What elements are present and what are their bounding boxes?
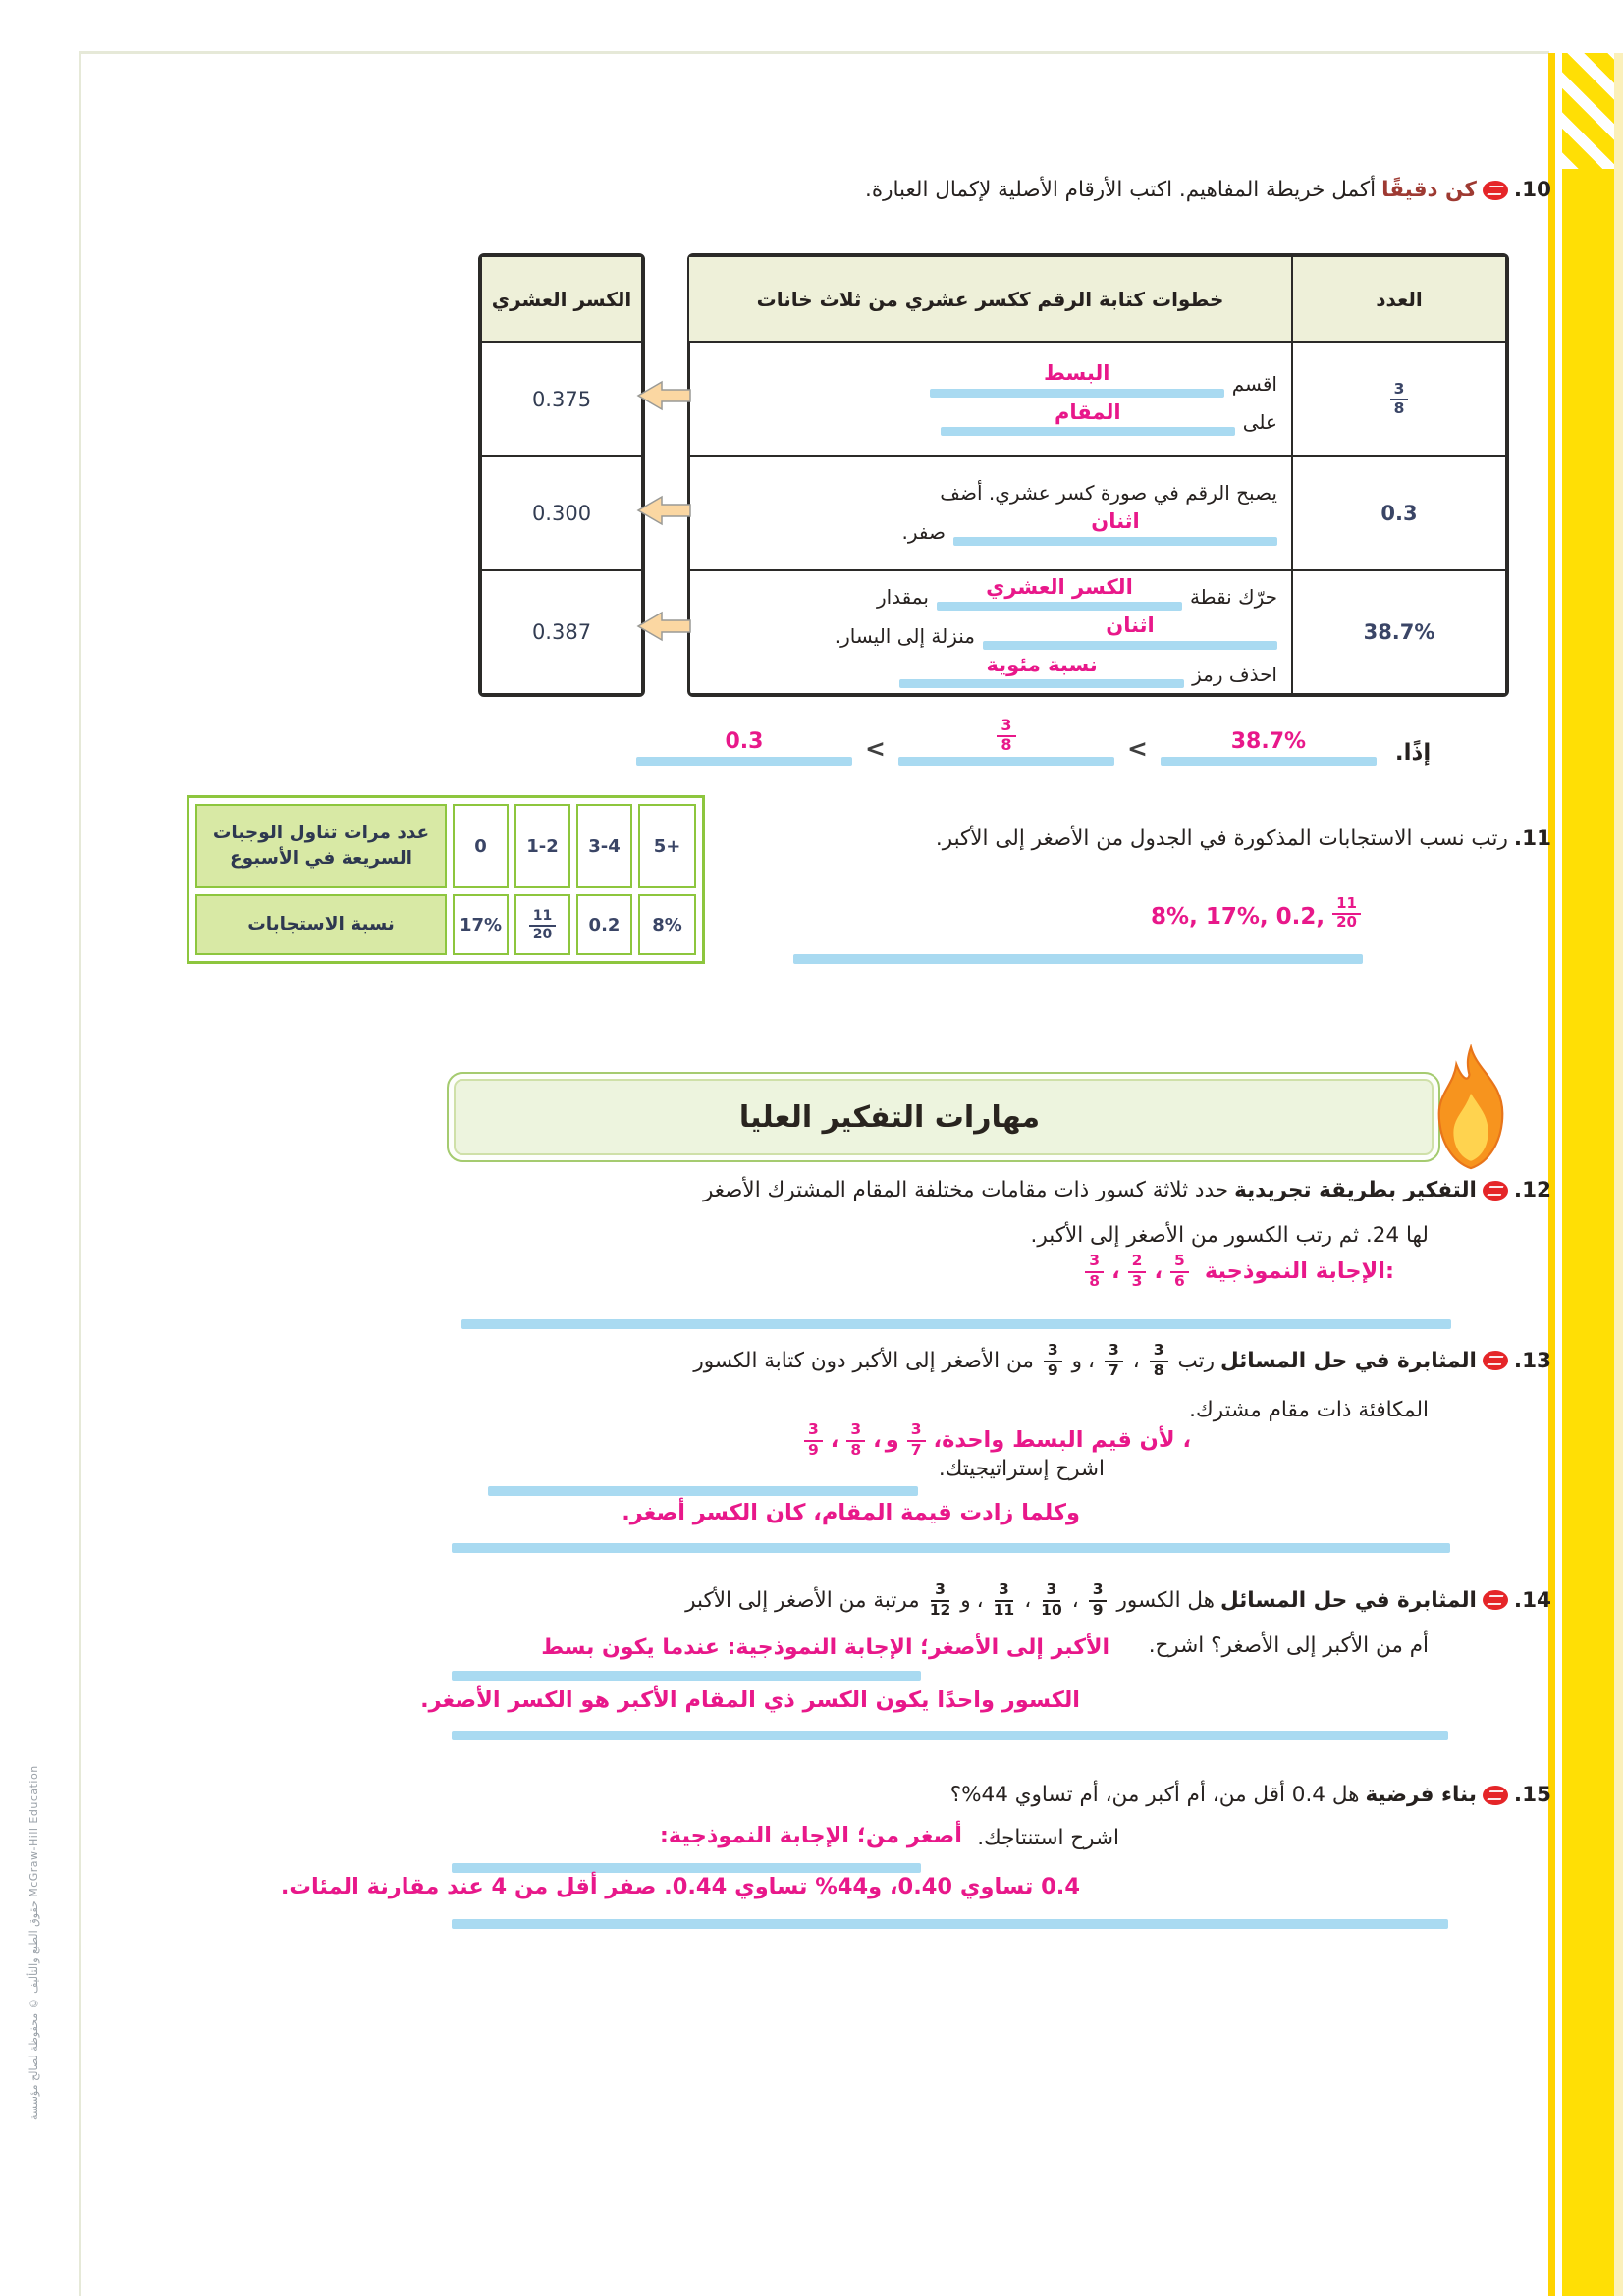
row-label: عدد مرات تناول الوجبات السريعة في الأسبوع — [195, 804, 447, 888]
comma: ، — [873, 1427, 882, 1453]
answer-line — [452, 1863, 921, 1873]
left-arrow-icon — [636, 494, 691, 527]
banner-title: مهارات التفكير العليا — [738, 1099, 1041, 1135]
answer-blank — [1161, 730, 1377, 766]
handwritten-answer: المقام — [1054, 400, 1121, 424]
column-header-steps: خطوات كتابة الرقم ككسر عشري من ثلاث خانات — [688, 256, 1292, 342]
question-lead: كن دقيقًا — [1381, 178, 1477, 202]
q11-answer — [1151, 896, 1361, 930]
step-text: حرّك نقطة — [1189, 585, 1277, 610]
answer-blank — [899, 654, 1184, 688]
q15-answer-line1: أصغر من؛ الإجابة النموذجية: — [659, 1823, 962, 1848]
handwritten-answer: 8%, 17%, 0.2, — [1151, 904, 1325, 930]
fraction-3-12: $\frac{3}{12}$ — [929, 1580, 951, 1619]
blank-line — [983, 641, 1277, 650]
explain-label: اشرح إستراتيجيتك. — [938, 1457, 1105, 1481]
decimal-cell-row2: 0.300 — [481, 456, 642, 570]
table-cell: 0 — [453, 804, 509, 888]
page-left-edge — [79, 51, 81, 2296]
blank-line — [937, 602, 1182, 611]
q15-answer-line2: 0.4 تساوي 0.40، و44% تساوي 0.44. صفر أقل من 4 عند مقارنة المئات. — [280, 1874, 1080, 1899]
decimal-cell-row3: 0.387 — [481, 570, 642, 694]
copyright-vertical-text: حقوق الطبع والتأليف © محفوظة لصالح مؤسسة McGraw-Hill Education — [27, 1765, 40, 2120]
comma: ، — [1111, 1258, 1120, 1284]
question-text: حدد ثلاثة كسور ذات مقامات مختلفة المقام المشترك الأصغر — [702, 1178, 1229, 1202]
steps-cell-row1 — [688, 342, 1292, 456]
fraction-3-8: $\frac{3}{8}$ — [1150, 1343, 1168, 1378]
question-text: أكمل خريطة المفاهيم. اكتب الأرقام الأصلية لإكمال العبارة. — [865, 178, 1377, 202]
conjunction: و — [1071, 1348, 1083, 1373]
blank-line — [941, 427, 1235, 436]
handwritten-answer: البسط — [1043, 361, 1110, 386]
question-lead: المثابرة في حل المسائل — [1220, 1348, 1477, 1373]
question-12-line2 — [1031, 1223, 1429, 1248]
less-than-sign: < — [865, 734, 886, 763]
handwritten-answer: اثنان — [1106, 614, 1155, 638]
answer-blank — [953, 510, 1277, 545]
question-14-header — [685, 1575, 1551, 1626]
handwritten-answer: الكسر العشري — [986, 575, 1133, 600]
standard-badge-icon — [1483, 1181, 1508, 1201]
fraction-11-20: 11 20 — [1332, 896, 1361, 930]
row-label: نسبة الاستجابات — [195, 894, 447, 955]
left-arrow-icon — [636, 610, 691, 643]
number-cell-row1 — [1292, 342, 1506, 456]
question-11-header — [936, 827, 1551, 851]
conclusion-line — [636, 718, 1431, 766]
table-cell: 8% — [638, 894, 696, 955]
question-lead: المثابرة في حل المسائل — [1220, 1587, 1477, 1613]
question-lead: التفكير بطريقة تجريدية — [1234, 1178, 1477, 1202]
question-text: المكافئة ذات مقام مشترك. — [1189, 1398, 1429, 1422]
standard-badge-icon — [1483, 1351, 1508, 1370]
answer-blank — [930, 362, 1224, 397]
step-text: اقسم — [1231, 371, 1277, 396]
fraction-3-8: $\frac{3}{8}$ — [1390, 382, 1409, 417]
page-top-edge — [79, 51, 1549, 54]
blank-line — [930, 389, 1224, 398]
steps-cell-row2 — [688, 456, 1292, 570]
q13-answer-line1 — [800, 1422, 1191, 1458]
step-text: احذف رمز — [1192, 662, 1277, 686]
handwritten-answer: ، لأن قيم البسط واحدة، — [933, 1427, 1191, 1453]
comma: ، — [830, 1427, 839, 1453]
standard-badge-icon — [1483, 1786, 1508, 1805]
handwritten-answer: 0.3 — [725, 728, 764, 754]
answer-line — [488, 1486, 918, 1496]
blank-line — [1161, 757, 1377, 766]
answer-line — [452, 1671, 921, 1681]
yellow-thin-stripe — [1548, 53, 1555, 2296]
answer-line — [793, 954, 1363, 964]
handwritten-answer: اثنان — [1091, 509, 1140, 534]
conjunction: و — [960, 1587, 971, 1613]
higher-order-thinking-banner — [447, 1072, 1440, 1162]
question-number: 11. — [1513, 827, 1551, 851]
question-text: من الأصغر إلى الأكبر دون كتابة الكسور — [693, 1348, 1034, 1373]
number-cell-row2: 0.3 — [1292, 456, 1506, 570]
table-cell: 1-2 — [514, 804, 570, 888]
number-cell-row3: 38.7% — [1292, 570, 1506, 694]
question-12-header — [703, 1178, 1551, 1202]
q13-answer-line2: وكلما زادت قيمة المقام، كان الكسر أصغر. — [622, 1500, 1080, 1525]
answer-blank — [941, 401, 1235, 436]
column-header-number: العدد — [1292, 256, 1506, 342]
fraction-2-3: $\frac{2}{3}$ — [1128, 1254, 1147, 1289]
question-text: رتب نسب الاستجابات المذكورة في الجدول من الأصغر إلى الأكبر. — [935, 827, 1508, 851]
question-text: مرتبة من الأصغر إلى الأكبر — [685, 1587, 920, 1613]
step-text: على — [1242, 409, 1277, 434]
comma: ، — [1154, 1258, 1163, 1284]
q14-answer-line2: الكسور واحدًا يكون الكسر ذي المقام الأكبر هو الكسر الأصغر. — [420, 1687, 1080, 1713]
concept-map-table — [687, 253, 1509, 697]
question-text: لها 24. ثم رتب الكسور من الأصغر إلى الأكبر. — [1030, 1223, 1429, 1248]
question-text: رتب — [1177, 1348, 1216, 1373]
handwritten-answer: نسبة مئوية — [986, 652, 1098, 676]
responses-table — [187, 795, 705, 964]
explain-label: اشرح استنتاجك. — [977, 1826, 1119, 1850]
handwritten-answer: 38.7% — [1230, 728, 1307, 754]
step-text: بمقدار — [876, 585, 929, 610]
standard-badge-icon — [1483, 181, 1508, 200]
q14-answer-line1: الأكبر إلى الأصغر؛ الإجابة النموذجية: عندما يكون بسط — [541, 1635, 1109, 1660]
answer-blank — [636, 730, 852, 766]
fraction-3-9: $\frac{3}{9}$ — [1044, 1343, 1062, 1378]
answer-blank — [937, 576, 1182, 611]
comma: ، — [1024, 1587, 1032, 1613]
conclusion-label: إذًا. — [1394, 740, 1432, 766]
fraction-3-9: $\frac{3}{9}$ — [804, 1422, 823, 1458]
comma: ، — [976, 1587, 984, 1613]
step-text: منزلة إلى اليسار. — [834, 623, 975, 648]
answer-line — [461, 1319, 1451, 1329]
answer-blank — [983, 614, 1277, 649]
answer-line — [452, 1919, 1448, 1929]
fraction-3-9: $\frac{3}{9}$ — [1089, 1582, 1108, 1618]
question-15-header — [950, 1783, 1551, 1807]
answer-line — [452, 1731, 1448, 1740]
column-header-decimal: الكسر العشري — [481, 256, 642, 342]
question-number: 13. — [1513, 1348, 1551, 1373]
fraction-3-8: $\frac{3}{8}$ — [1085, 1254, 1104, 1289]
question-lead: بناء فرضية — [1365, 1783, 1477, 1807]
blank-line — [898, 757, 1114, 766]
table-cell: 5+ — [638, 804, 696, 888]
fraction-3-7: $\frac{3}{7}$ — [907, 1422, 926, 1458]
blank-line — [636, 757, 852, 766]
fraction-3-7: $\frac{3}{7}$ — [1105, 1343, 1123, 1378]
table-cell: 17% — [453, 894, 509, 955]
question-number: 15. — [1513, 1783, 1551, 1807]
standard-badge-icon — [1483, 1590, 1508, 1610]
yellow-band-edge — [1614, 53, 1623, 2296]
decimal-column-table — [478, 253, 645, 697]
fraction-3-11: $\frac{3}{11}$ — [993, 1580, 1015, 1619]
table-cell: 0.2 — [576, 894, 632, 955]
answer-line — [452, 1543, 1450, 1553]
table-cell: 3-4 — [576, 804, 632, 888]
question-13-header — [693, 1335, 1551, 1386]
comma: ، — [1071, 1587, 1079, 1613]
less-than-sign: < — [1126, 734, 1148, 763]
comma: ، — [1088, 1348, 1095, 1373]
question-13-line2 — [1189, 1398, 1429, 1422]
table-cell — [514, 894, 570, 955]
comma: ، — [1132, 1348, 1140, 1373]
question-text: هل 0.4 أقل من، أم أكبر من، أم تساوي 44%؟ — [949, 1783, 1360, 1807]
left-arrow-icon — [636, 379, 691, 412]
steps-cell-row3 — [688, 570, 1292, 694]
answer-label: الإجابة النموذجية: — [1204, 1258, 1394, 1284]
fraction-5-6: $\frac{5}{6}$ — [1170, 1254, 1189, 1289]
question-number: 12. — [1513, 1178, 1551, 1202]
question-14-line2: أم من الأكبر إلى الأصغر؟ اشرح. — [1148, 1633, 1429, 1658]
fraction-3-10: $\frac{3}{10}$ — [1041, 1580, 1062, 1619]
question-10-header — [865, 178, 1551, 202]
step-text: صفر. — [901, 519, 946, 544]
answer-blank — [898, 718, 1114, 766]
step-text: يصبح الرقم في صورة كسر عشري. أضف — [940, 481, 1277, 506]
q12-answer — [1081, 1254, 1394, 1289]
blank-line — [899, 679, 1184, 688]
question-number: 10. — [1513, 178, 1551, 202]
flame-icon — [1426, 1044, 1516, 1174]
question-number: 14. — [1513, 1587, 1551, 1613]
question-text: هل الكسور — [1116, 1587, 1216, 1613]
fraction-3-8: 3 8 — [997, 718, 1015, 753]
blank-line — [953, 537, 1277, 546]
decimal-cell-row1: 0.375 — [481, 342, 642, 456]
conjunction: و — [885, 1427, 899, 1453]
fraction-3-8: $\frac{3}{8}$ — [846, 1422, 865, 1458]
fraction-11-20: $\frac{11}{20}$ — [529, 909, 556, 941]
